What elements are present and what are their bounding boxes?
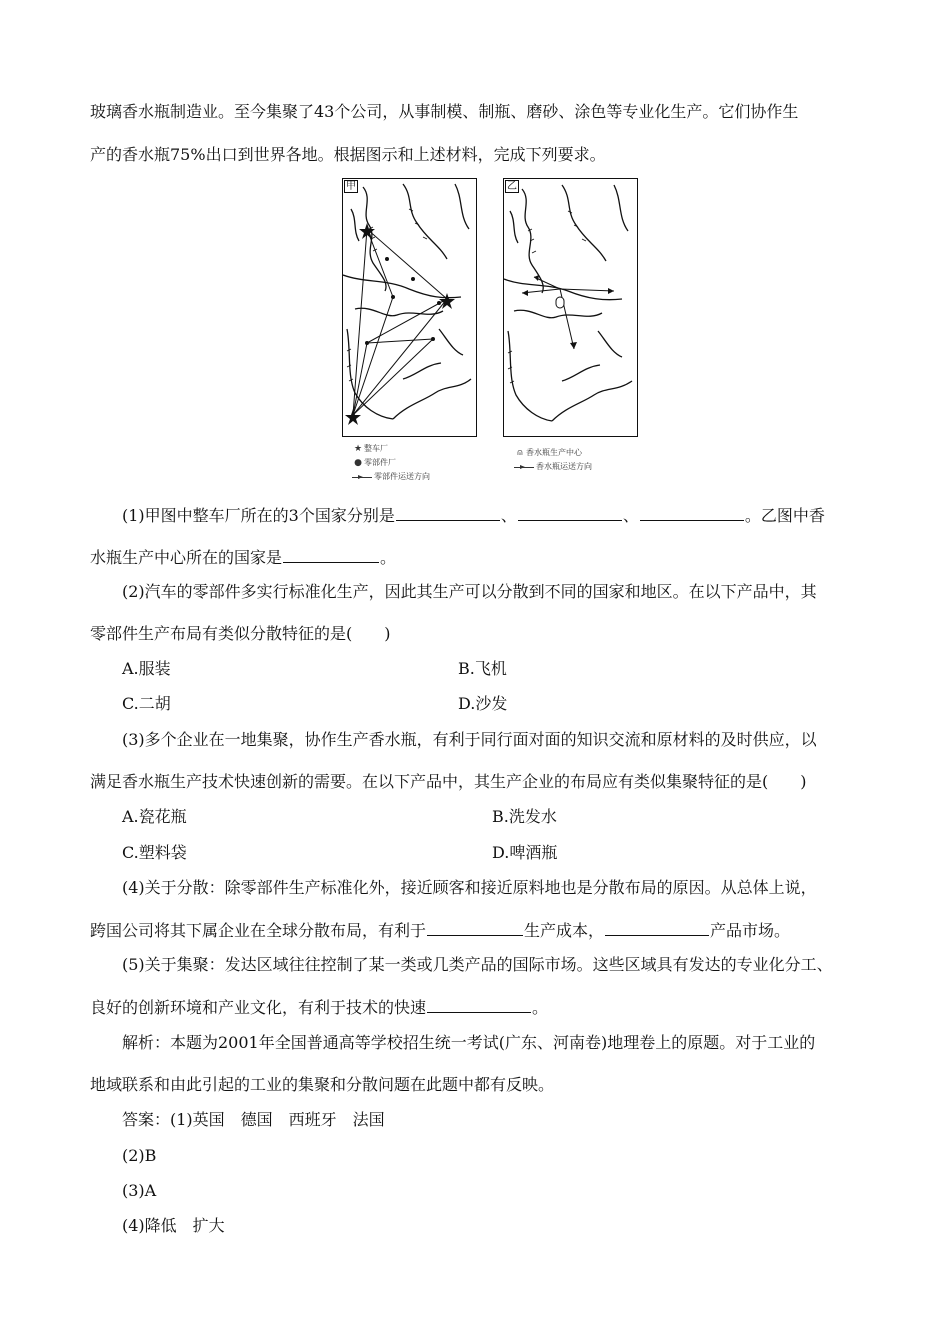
q4-line-1: (4)关于分散：除零部件生产标准化外，接近顾客和接近原料地也是分散布局的原因。从总体上说，	[122, 878, 817, 897]
q3-option-d: D.啤酒瓶	[492, 843, 558, 862]
answer-blank[interactable]	[427, 997, 531, 1013]
map-b-drawing	[504, 179, 637, 436]
legend-a-item-assembly: ★ 整车厂	[353, 444, 388, 454]
intro-line-1: 玻璃香水瓶制造业。至今集聚了43个公司，从事制模、制瓶、磨砂、涂色等专业化生产。它们协作生	[90, 102, 799, 121]
answer-line-2: (2)B	[122, 1146, 157, 1165]
map-a-drawing	[343, 179, 476, 436]
legend-b	[514, 446, 592, 473]
q2-line-2: 零部件生产布局有类似分散特征的是( )	[90, 624, 391, 643]
q4-line-2: 跨国公司将其下属企业在全球分散布局，有利于 生产成本， 产品市场。	[90, 921, 791, 940]
q3-option-c: C.塑料袋	[122, 843, 187, 862]
answer-blank[interactable]	[283, 547, 379, 563]
answer-blank[interactable]	[427, 920, 523, 936]
map-figure	[342, 178, 637, 488]
q3-line-2: 满足香水瓶生产技术快速创新的需要。在以下产品中，其生产企业的布局应有类似集聚特征的是( )	[90, 772, 807, 791]
answer-line-1: 答案：(1)英国 德国 西班牙 法国	[122, 1110, 385, 1129]
dot-icon: ●	[354, 458, 362, 468]
legend-a	[352, 442, 430, 483]
q1-line-2: 水瓶生产中心所在的国家是 。	[90, 548, 397, 567]
q1-line-1: (1)甲图中整车厂所在的3个国家分别是 、 、 。乙图中香	[122, 506, 825, 525]
arrow-icon	[352, 477, 372, 478]
arrow-icon	[514, 467, 534, 468]
q3-option-b: B.洗发水	[492, 807, 557, 826]
map-a	[342, 178, 477, 437]
answer-blank[interactable]	[640, 505, 744, 521]
legend-b-item-direction: 香水瓶运送方向	[514, 460, 592, 473]
q3-option-a: A.瓷花瓶	[122, 807, 187, 826]
legend-b-item-center: ⍝ 香水瓶生产中心	[514, 446, 592, 460]
map-b	[503, 178, 638, 437]
map-b-label: 乙	[507, 181, 517, 192]
q5-line-2: 良好的创新环境和产业文化，有利于技术的快速 。	[90, 998, 549, 1017]
answer-line-3: (3)A	[122, 1181, 157, 1200]
q2-option-a: A.服装	[122, 659, 171, 678]
answer-blank[interactable]	[518, 505, 622, 521]
star-icon: ★	[353, 444, 363, 454]
q5-line-1: (5)关于集聚：发达区域往往控制了某一类或几类产品的国际市场。这些区域具有发达的专业化分工、	[122, 955, 833, 974]
legend-a-item-direction: 零部件运送方向	[352, 470, 430, 483]
q2-option-c: C.二胡	[122, 694, 171, 713]
answer-line-4: (4)降低 扩大	[122, 1216, 225, 1235]
bottle-icon: ⍝	[517, 448, 523, 458]
answer-blank[interactable]	[605, 920, 709, 936]
q2-line-1: (2)汽车的零部件多实行标准化生产，因此其生产可以分散到不同的国家和地区。在以下产品中，其	[122, 582, 817, 601]
intro-line-2: 产的香水瓶75%出口到世界各地。根据图示和上述材料，完成下列要求。	[90, 145, 606, 164]
analysis-line-1: 解析：本题为2001年全国普通高等学校招生统一考试(广东、河南卷)地理卷上的原题。对于工业的	[122, 1033, 816, 1052]
q2-option-b: B.飞机	[458, 659, 507, 678]
legend-a-item-parts: ● 零部件厂	[352, 456, 430, 470]
answer-blank[interactable]	[396, 505, 500, 521]
map-a-label: 甲	[346, 181, 356, 192]
q3-line-1: (3)多个企业在一地集聚，协作生产香水瓶，有利于同行面对面的知识交流和原材料的及时供应，以	[122, 730, 817, 749]
q2-option-d: D.沙发	[458, 694, 508, 713]
analysis-line-2: 地域联系和由此引起的工业的集聚和分散问题在此题中都有反映。	[90, 1075, 555, 1094]
